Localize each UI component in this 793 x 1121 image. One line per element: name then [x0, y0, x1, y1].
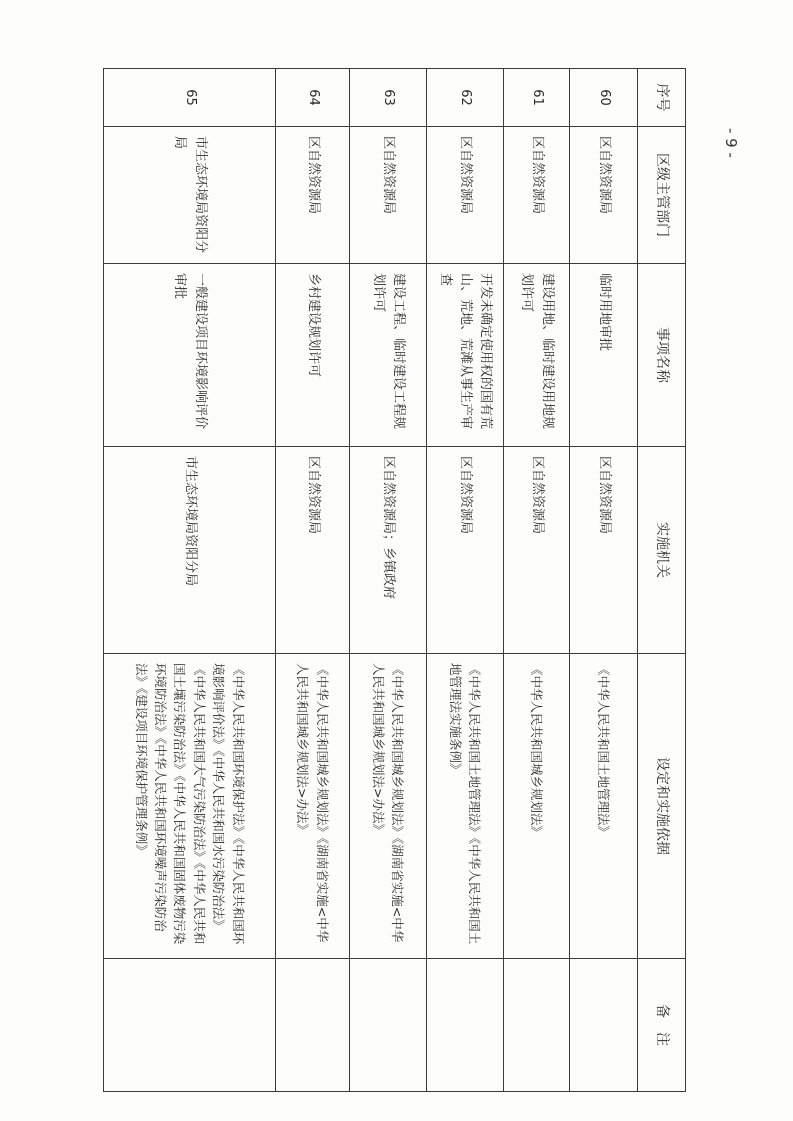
rotated-table-page — [104, 68, 686, 1091]
cell-dept: 区自然资源局 — [427, 127, 504, 264]
header-agency: 实施机关 — [638, 447, 686, 654]
cell-basis: 《中华人民共和国城乡规划法》《湖南省实施<中华人民共和国城乡规划法>办法》 — [276, 654, 350, 959]
table-header-row — [638, 69, 686, 1092]
approval-items-table — [103, 68, 686, 1092]
cell-note — [504, 959, 570, 1092]
cell-dept: 区自然资源局 — [276, 127, 350, 264]
cell-dept: 区自然资源局 — [504, 127, 570, 264]
header-dept: 区级主管部门 — [638, 127, 686, 264]
cell-seq: 61 — [504, 69, 570, 127]
table-row — [504, 69, 570, 1092]
cell-note — [104, 959, 276, 1092]
cell-basis: 《中华人民共和国城乡规划法》 — [504, 654, 570, 959]
cell-item: 建设工程、临时建设工程规划许可 — [350, 264, 427, 447]
cell-dept: 市生态环境局资阳分局 — [104, 127, 276, 264]
header-item: 事项名称 — [638, 264, 686, 447]
cell-basis: 《中华人民共和国土地管理法》《中华人民共和国土地管理法实施条例》 — [427, 654, 504, 959]
cell-seq: 63 — [350, 69, 427, 127]
cell-seq: 65 — [104, 69, 276, 127]
cell-agency: 区自然资源局；乡镇政府 — [350, 447, 427, 654]
cell-note — [276, 959, 350, 1092]
cell-item: 乡村建设规划许可 — [276, 264, 350, 447]
cell-item: 建设用地、临时建设用地规划许可 — [504, 264, 570, 447]
cell-agency: 区自然资源局 — [427, 447, 504, 654]
cell-note — [570, 959, 638, 1092]
table-row — [276, 69, 350, 1092]
cell-agency: 区自然资源局 — [570, 447, 638, 654]
table-row — [570, 69, 638, 1092]
cell-agency: 市生态环境局资阳分局 — [104, 447, 276, 654]
cell-dept: 区自然资源局 — [350, 127, 427, 264]
cell-item: 一般建设项目环境影响评价审批 — [104, 264, 276, 447]
page-number: - 9 - — [722, 128, 740, 158]
cell-item: 开发未确定使用权的国有荒山、荒地、荒滩从事生产审查 — [427, 264, 504, 447]
table-row — [104, 69, 276, 1092]
cell-note — [427, 959, 504, 1092]
cell-seq: 62 — [427, 69, 504, 127]
cell-item: 临时用地审批 — [570, 264, 638, 447]
cell-basis: 《中华人民共和国城乡规划法》《湖南省实施<中华人民共和国城乡规划法>办法》 — [350, 654, 427, 959]
cell-note — [350, 959, 427, 1092]
header-basis: 设定和实施依据 — [638, 654, 686, 959]
cell-agency: 区自然资源局 — [276, 447, 350, 654]
cell-seq: 64 — [276, 69, 350, 127]
cell-dept: 区自然资源局 — [570, 127, 638, 264]
cell-basis: 《中华人民共和国环境保护法》《中华人民共和国环境影响评价法》《中华人民共和国水污染防治法》《中华人民共和国大气污染防治法》《中华人民共和国土壤污染防治法》《中华人民共和国固体废物污染环境防治法》《中华人民共和国环境噪声污染防治法》《建设项目环境保护管理条例》 — [104, 654, 276, 959]
header-seq: 序号 — [638, 69, 686, 127]
table-row — [427, 69, 504, 1092]
cell-basis: 《中华人民共和国土地管理法》 — [570, 654, 638, 959]
cell-agency: 区自然资源局 — [504, 447, 570, 654]
table-row — [350, 69, 427, 1092]
cell-seq: 60 — [570, 69, 638, 127]
header-note: 备 注 — [638, 959, 686, 1092]
